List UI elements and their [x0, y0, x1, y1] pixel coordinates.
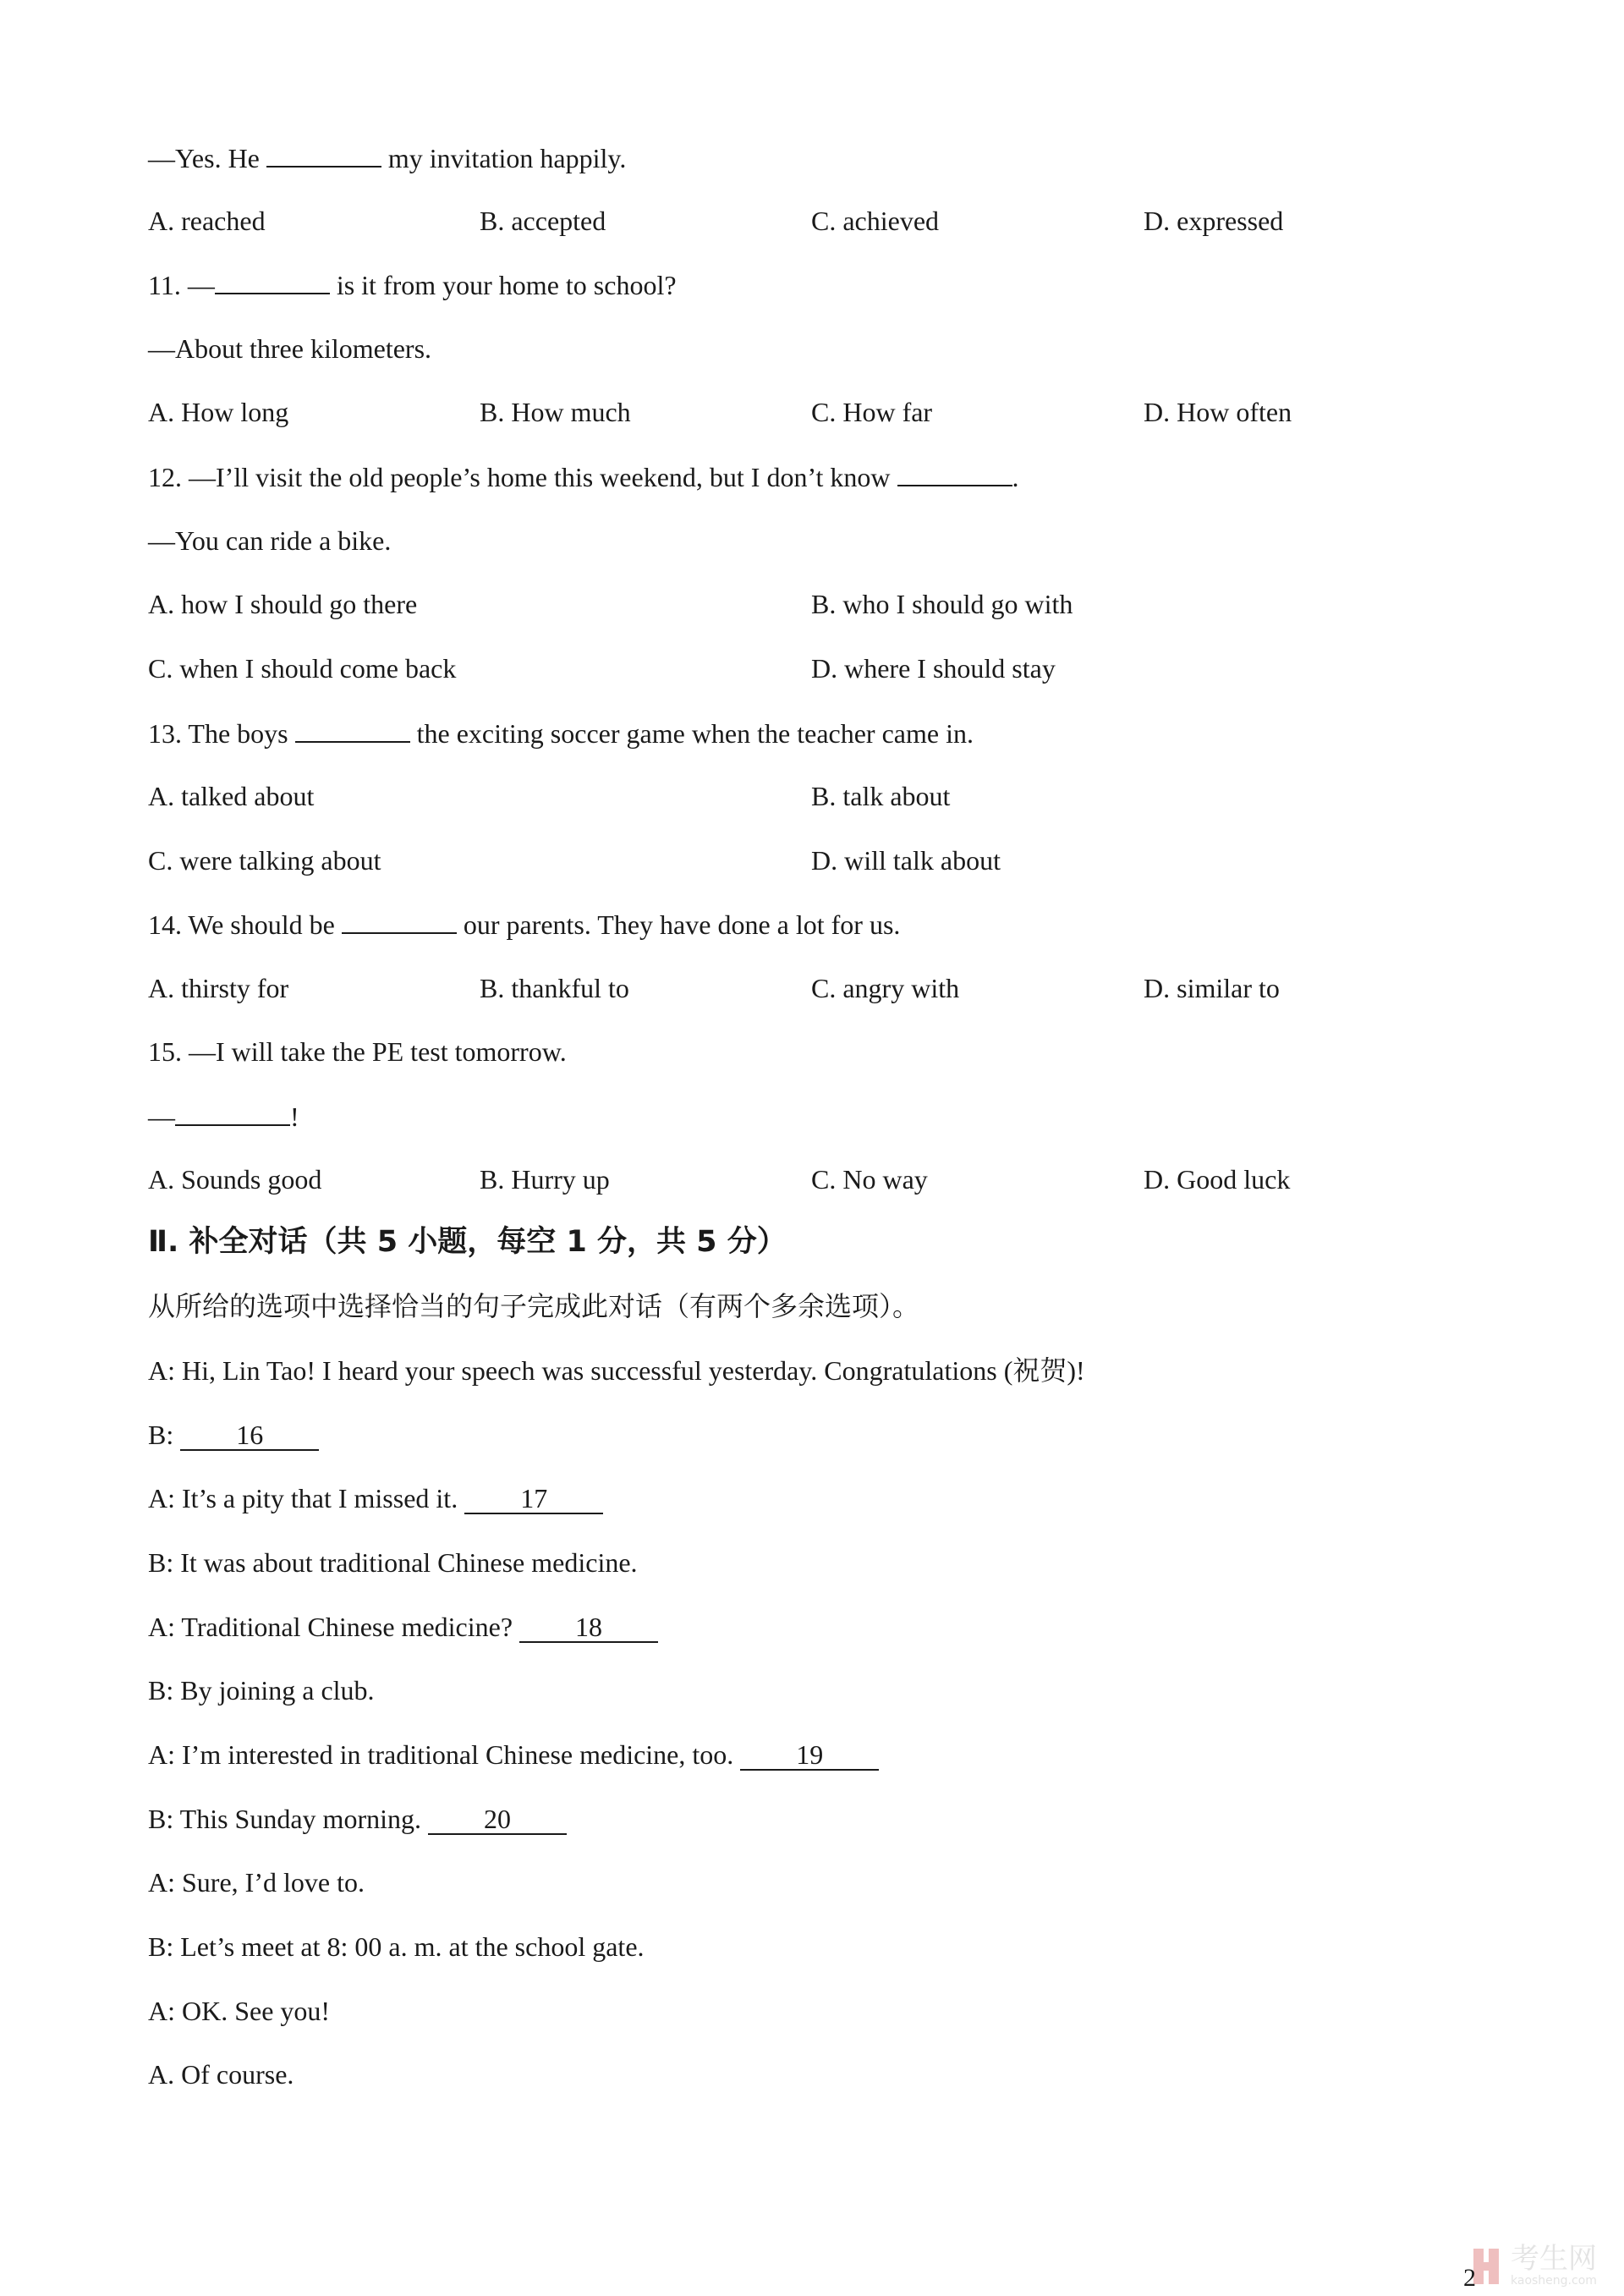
dialogue-line-2	[148, 1418, 319, 1452]
q12-option-b[interactable]: B. who I should go with	[811, 589, 1073, 619]
dialogue-line-10: B: Let’s meet at 8: 00 a. m. at the school gate.	[148, 1931, 645, 1962]
q10-option-a[interactable]: A. reached	[148, 206, 266, 236]
q11-reply: —About three kilometers.	[148, 333, 432, 364]
blank-17-number: 17	[520, 1483, 548, 1513]
watermark-logo-icon	[1472, 2245, 1506, 2288]
q11-option-b[interactable]: B. How much	[480, 397, 631, 427]
q15-option-b[interactable]: B. Hurry up	[480, 1164, 610, 1195]
watermark	[1470, 2242, 1618, 2293]
blank-16[interactable]	[180, 1420, 319, 1451]
blank-18-number: 18	[575, 1612, 603, 1642]
q11-post: is it from your home to school?	[329, 270, 677, 300]
q14-option-d[interactable]: D. similar to	[1144, 973, 1280, 1003]
dialogue-line-5	[148, 1610, 658, 1644]
blank-17[interactable]	[464, 1484, 603, 1514]
q13-option-d[interactable]: D. will talk about	[811, 845, 1001, 876]
q10-option-b[interactable]: B. accepted	[480, 206, 606, 236]
q14-blank	[342, 907, 457, 934]
q14-option-c[interactable]: C. angry with	[811, 973, 960, 1003]
dialogue-line-7	[148, 1738, 879, 1771]
q13-option-a[interactable]: A. talked about	[148, 781, 315, 811]
q12-option-c[interactable]: C. when I should come back	[148, 653, 457, 684]
q11-option-d[interactable]: D. How often	[1144, 397, 1292, 427]
q15-option-a[interactable]: A. Sounds good	[148, 1164, 322, 1195]
q14-option-a[interactable]: A. thirsty for	[148, 973, 289, 1003]
q10-option-d[interactable]: D. expressed	[1144, 206, 1284, 236]
q13-option-b[interactable]: B. talk about	[811, 781, 951, 811]
dialogue-line-3	[148, 1481, 603, 1515]
q15-reply-post: !	[290, 1101, 299, 1132]
q13-post: the exciting soccer game when the teacher came in.	[409, 718, 974, 749]
blank-20[interactable]	[428, 1804, 567, 1835]
q13-question	[148, 716, 974, 750]
q15-reply-pre: —	[148, 1101, 175, 1132]
q15-option-d[interactable]: D. Good luck	[1144, 1164, 1291, 1195]
dialogue-line-7-pre: A: I’m interested in traditional Chinese medicine, too.	[148, 1739, 741, 1770]
dialogue-line-5-pre: A: Traditional Chinese medicine?	[148, 1612, 520, 1642]
q10-answer-line	[148, 140, 626, 175]
dialogue-line-8	[148, 1802, 567, 1836]
q14-question	[148, 907, 900, 942]
q14-post: our parents. They have done a lot for us.	[456, 909, 901, 940]
q15-option-c[interactable]: C. No way	[811, 1164, 928, 1195]
blank-19-number: 19	[796, 1739, 824, 1770]
dialogue-line-9: A: Sure, I’d love to.	[148, 1867, 365, 1898]
q13-pre: 13. The boys	[148, 718, 295, 749]
q12-pre: 12. —I’ll visit the old people’s home this weekend, but I don’t know	[148, 462, 897, 492]
dialogue-line-6: B: By joining a club.	[148, 1675, 375, 1706]
q10-option-c[interactable]: C. achieved	[811, 206, 940, 236]
q14-option-b[interactable]: B. thankful to	[480, 973, 629, 1003]
q15-reply	[148, 1099, 299, 1134]
q12-reply: —You can ride a bike.	[148, 525, 392, 556]
q10-answer-post: my invitation happily.	[381, 143, 627, 173]
section-heading: Ⅱ. 补全对话（共 5 小题，每空 1 分，共 5 分）	[148, 1225, 787, 1259]
q13-blank	[295, 716, 410, 743]
blank-19[interactable]	[740, 1740, 879, 1771]
page-number: 2	[1463, 2264, 1476, 2292]
q15-blank	[175, 1099, 290, 1126]
dialogue-line-11: A: OK. See you!	[148, 1996, 331, 2026]
dialogue-line-3-pre: A: It’s a pity that I missed it.	[148, 1483, 465, 1513]
q11-question	[148, 267, 677, 302]
watermark-text: 考生网	[1511, 2242, 1597, 2276]
answer-option-a: A. Of course.	[148, 2059, 294, 2090]
q13-option-c[interactable]: C. were talking about	[148, 845, 381, 876]
q11-option-c[interactable]: C. How far	[811, 397, 933, 427]
q11-option-a[interactable]: A. How long	[148, 397, 289, 427]
dialogue-line-1: A: Hi, Lin Tao! I heard your speech was successful yesterday. Congratulations (祝贺)!	[148, 1355, 1085, 1386]
dialogue-line-2-pre: B:	[148, 1420, 181, 1450]
blank-18[interactable]	[519, 1612, 658, 1643]
q10-blank	[266, 140, 381, 168]
section-instruction: 从所给的选项中选择恰当的句子完成此对话（有两个多余选项）。	[148, 1290, 920, 1322]
q11-blank	[215, 267, 330, 294]
q12-post: .	[1012, 462, 1019, 492]
watermark-subtext: kaosheng.com	[1511, 2274, 1597, 2288]
q12-blank	[897, 459, 1012, 486]
dialogue-line-4: B: It was about traditional Chinese medicine.	[148, 1547, 638, 1578]
blank-20-number: 20	[483, 1804, 511, 1834]
q12-option-a[interactable]: A. how I should go there	[148, 589, 418, 619]
q12-question	[148, 459, 1019, 494]
dialogue-line-8-pre: B: This Sunday morning.	[148, 1804, 428, 1834]
q14-pre: 14. We should be	[148, 909, 342, 940]
q12-option-d[interactable]: D. where I should stay	[811, 653, 1056, 684]
q11-pre: 11. —	[148, 270, 215, 300]
blank-16-number: 16	[236, 1420, 264, 1450]
q15-question: 15. —I will take the PE test tomorrow.	[148, 1036, 567, 1067]
q10-answer-pre: —Yes. He	[148, 143, 266, 173]
